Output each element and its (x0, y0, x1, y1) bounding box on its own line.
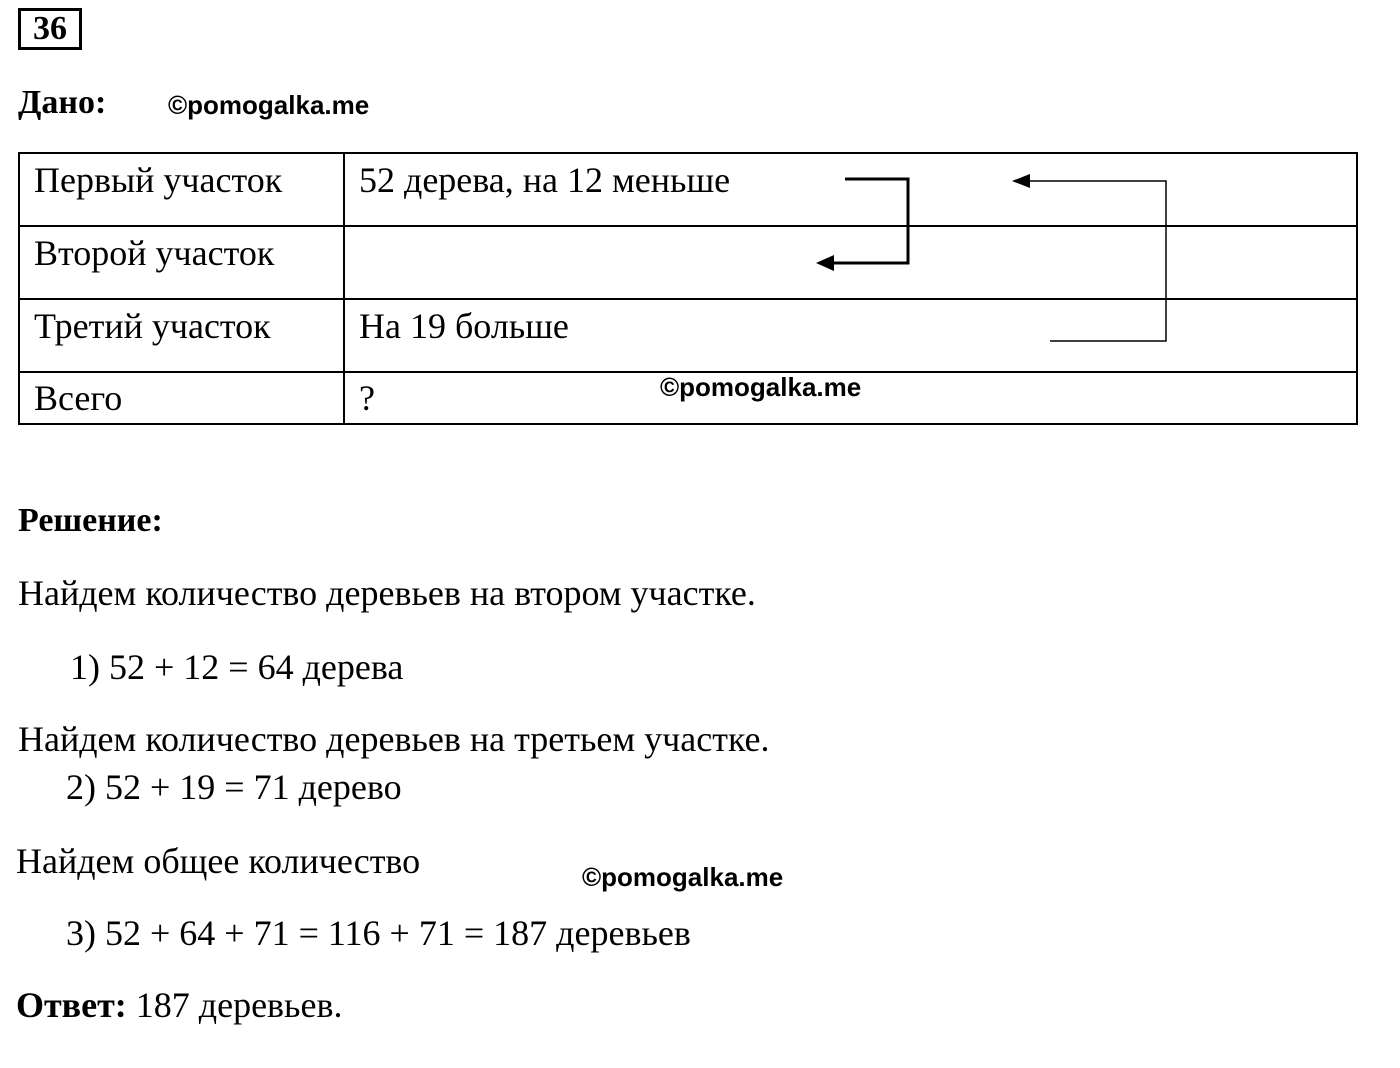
watermark: ©pomogalka.me (168, 90, 370, 120)
step-text: Найдем общее количество (16, 841, 421, 881)
answer-label: Ответ: (16, 985, 127, 1025)
step-calc: 1) 52 + 12 = 64 дерева (70, 647, 404, 687)
step-calc: 2) 52 + 19 = 71 дерево (66, 767, 402, 807)
row-label: Всего (19, 372, 344, 424)
row-value: На 19 больше (344, 299, 1357, 372)
row-label: Первый участок (19, 153, 344, 226)
row-value: ? (344, 372, 1357, 424)
arrow-first-to-second (816, 179, 908, 271)
solution-heading: Решение: (18, 502, 163, 539)
answer-value: 187 деревьев. (135, 985, 343, 1025)
step-calc: 3) 52 + 64 + 71 = 116 + 71 = 187 деревьев (66, 913, 691, 953)
watermark: ©pomogalka.me (582, 862, 784, 892)
problem-number: 36 (18, 8, 82, 50)
step-text: Найдем количество деревьев на втором участке. (18, 573, 756, 613)
row-label: Второй участок (19, 226, 344, 299)
step-text: Найдем количество деревьев на третьем участке. (18, 719, 770, 759)
given-heading: Дано: (18, 84, 107, 121)
arrow-third-to-first (1012, 174, 1166, 341)
answer-line (16, 984, 342, 1026)
row-label: Третий участок (19, 299, 344, 372)
row-value: 52 дерева, на 12 меньше (344, 153, 1357, 226)
watermark: ©pomogalka.me (660, 372, 862, 402)
